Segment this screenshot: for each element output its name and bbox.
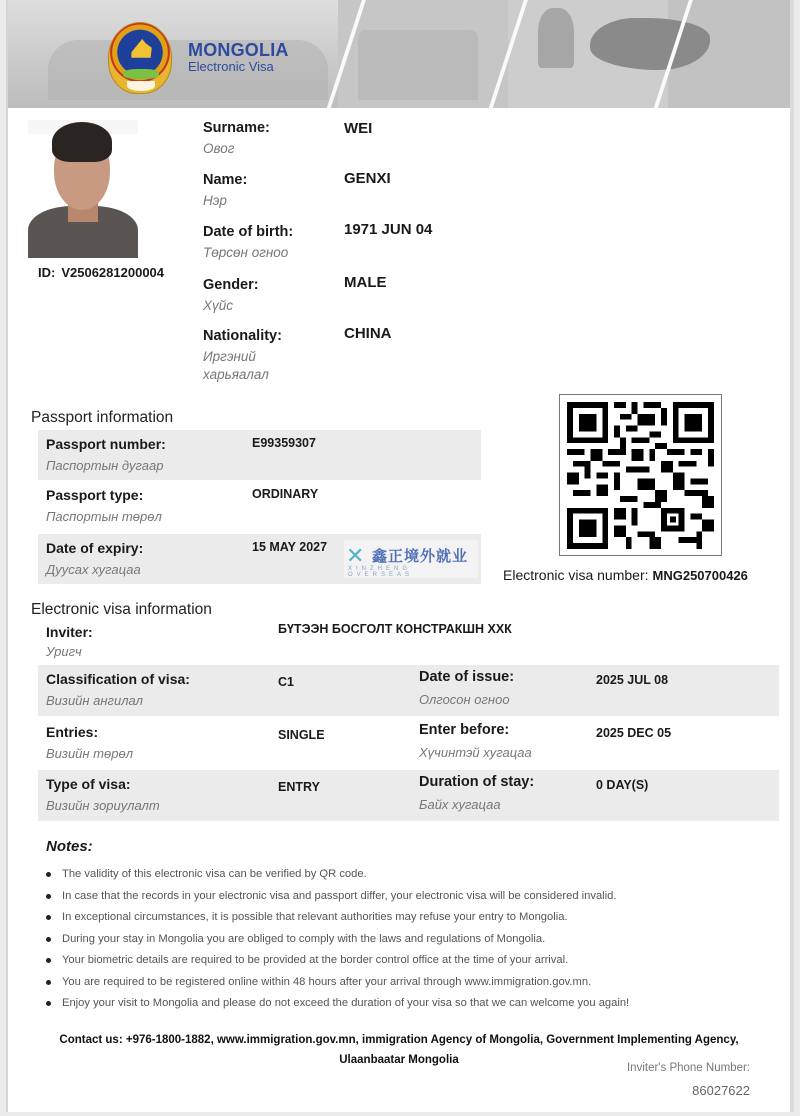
brand-subtitle: Electronic Visa xyxy=(188,59,274,74)
visa-row xyxy=(38,770,779,821)
row-label: Entries: xyxy=(46,724,99,740)
field-label: Date of birth: xyxy=(203,224,294,240)
field-surname xyxy=(203,119,270,158)
id-value: V2506281200004 xyxy=(61,265,165,280)
row-label: Type of visa: xyxy=(46,776,131,792)
qr-code-icon xyxy=(567,402,714,549)
watermark xyxy=(344,540,478,578)
note-item: In case that the records in your electronic visa and passport differ, your electronic visa will be considered invalid. xyxy=(44,886,629,908)
note-item: The validity of this electronic visa can be verified by QR code. xyxy=(44,864,629,886)
note-item: During your stay in Mongolia you are obliged to comply with the laws and regulations of Mongolia. xyxy=(44,929,629,951)
row-label: Classification of visa: xyxy=(46,671,190,687)
emblem-lotus xyxy=(127,81,155,91)
note-item: Enjoy your visit to Mongolia and please do not exceed the duration of your visa so that we can welcome you again! xyxy=(44,993,629,1015)
issue-date-value: 2025 JUL 08 xyxy=(596,673,669,687)
field-nationality xyxy=(203,327,323,384)
row-sublabel: Паспортын төрөл xyxy=(46,509,162,524)
watermark-cn: 鑫正境外就业 xyxy=(372,548,469,565)
passport-section-title: Passport information xyxy=(31,409,174,426)
inviter-phone-value: 86027622 xyxy=(692,1083,750,1098)
field-name xyxy=(203,171,247,210)
dob-value: 1971 JUN 04 xyxy=(344,221,433,238)
contact-line: Ulaanbaatar Mongolia xyxy=(339,1054,459,1066)
row-label: Date of issue: xyxy=(419,669,515,685)
passport-type-value: ORDINARY xyxy=(252,487,319,501)
emblem-grass xyxy=(123,69,159,79)
temple-silhouette xyxy=(358,30,478,100)
mongolia-emblem-icon xyxy=(108,22,172,94)
row-sublabel: Визийн төрөл xyxy=(46,746,134,761)
note-item: Your biometric details are required to be provided at the border control office at the time of your arrival. xyxy=(44,950,629,972)
inviter-value: БҮТЭЭН БОСГОЛТ КОНСТРАКШН ХХК xyxy=(278,622,512,636)
name-value: GENXI xyxy=(344,170,391,187)
row-label: Passport number: xyxy=(46,436,166,452)
visa-type-value: ENTRY xyxy=(278,780,320,794)
row-sublabel: Дуусах хугацаа xyxy=(46,562,141,577)
row-sublabel: Визийн зориулалт xyxy=(46,798,160,813)
photo-hair xyxy=(52,122,112,162)
applicant-id xyxy=(38,265,164,280)
passport-row xyxy=(38,430,481,480)
nationality-value: CHINA xyxy=(344,325,392,342)
field-sublabel: Нэр xyxy=(203,193,227,208)
evisa-document xyxy=(6,0,794,1112)
enter-before-value: 2025 DEC 05 xyxy=(596,726,672,740)
header-banner xyxy=(8,0,790,108)
evisa-number-value: MNG250700426 xyxy=(652,568,748,583)
entries-value: SINGLE xyxy=(278,728,325,742)
brand xyxy=(188,40,289,74)
contact-line: Contact us: +976-1800-1882, www.immigration.gov.mn, immigration Agency of Mongolia, Government Implementing Agency, xyxy=(59,1034,739,1046)
row-sublabel: Олгосон огноо xyxy=(419,692,510,707)
row-sublabel: Паспортын дугаар xyxy=(46,458,164,473)
row-label: Inviter: xyxy=(46,624,93,640)
field-label: Surname: xyxy=(203,120,270,136)
row-label: Enter before: xyxy=(419,722,510,738)
field-sublabel: Хүйс xyxy=(203,298,234,313)
notes-list xyxy=(44,864,629,1015)
row-label: Passport type: xyxy=(46,487,144,503)
evisa-number-label: Electronic visa number: xyxy=(503,567,649,583)
x-logo-icon: ✕ xyxy=(346,543,365,568)
note-item: You are required to be registered online within 48 hours after your arrival through www.immigration.gov.mn. xyxy=(44,972,629,994)
surname-value: WEI xyxy=(344,120,373,137)
notes-title: Notes: xyxy=(46,838,93,855)
row-sublabel: Хүчинтэй хугацаа xyxy=(419,745,532,760)
field-label: Gender: xyxy=(203,277,259,293)
field-sublabel: Овог xyxy=(203,141,235,156)
field-sublabel: Төрсөн огноо xyxy=(203,245,289,260)
mongolia-map-icon xyxy=(590,18,710,70)
field-label: Nationality: xyxy=(203,328,282,344)
row-label: Date of expiry: xyxy=(46,540,144,556)
id-label: ID: xyxy=(38,265,56,280)
inviter-row xyxy=(38,616,779,667)
evisa-number xyxy=(503,567,748,583)
row-sublabel: Байх хугацаа xyxy=(419,797,501,812)
inviter-phone-label: Inviter's Phone Number: xyxy=(626,1062,750,1074)
statue-silhouette xyxy=(538,8,574,68)
passport-number-value: E99359307 xyxy=(252,436,316,450)
note-item: In exceptional circumstances, it is possible that relevant authorities may refuse your entry to Mongolia. xyxy=(44,907,629,929)
visa-section-title: Electronic visa information xyxy=(31,601,212,618)
field-date-of-birth xyxy=(203,223,293,262)
field-gender xyxy=(203,276,259,315)
row-sublabel: Уригч xyxy=(46,644,82,659)
gender-value: MALE xyxy=(344,274,387,291)
field-sublabel: Иргэний харьяалал xyxy=(203,349,269,382)
row-label: Duration of stay: xyxy=(419,774,535,790)
row-sublabel: Визийн ангилал xyxy=(46,693,143,708)
visa-row xyxy=(38,665,779,716)
watermark-en: XINZHENG OVERSEAS xyxy=(348,566,414,578)
qr-code xyxy=(559,394,722,556)
field-label: Name: xyxy=(203,172,248,188)
duration-value: 0 DAY(S) xyxy=(596,778,649,792)
classification-value: C1 xyxy=(278,675,294,689)
expiry-value: 15 MAY 2027 xyxy=(252,540,328,554)
soyombo-icon xyxy=(129,39,153,61)
passport-row xyxy=(38,481,481,531)
brand-title: MONGOLIA xyxy=(188,40,289,60)
visa-row xyxy=(38,718,779,769)
applicant-photo xyxy=(28,120,138,258)
